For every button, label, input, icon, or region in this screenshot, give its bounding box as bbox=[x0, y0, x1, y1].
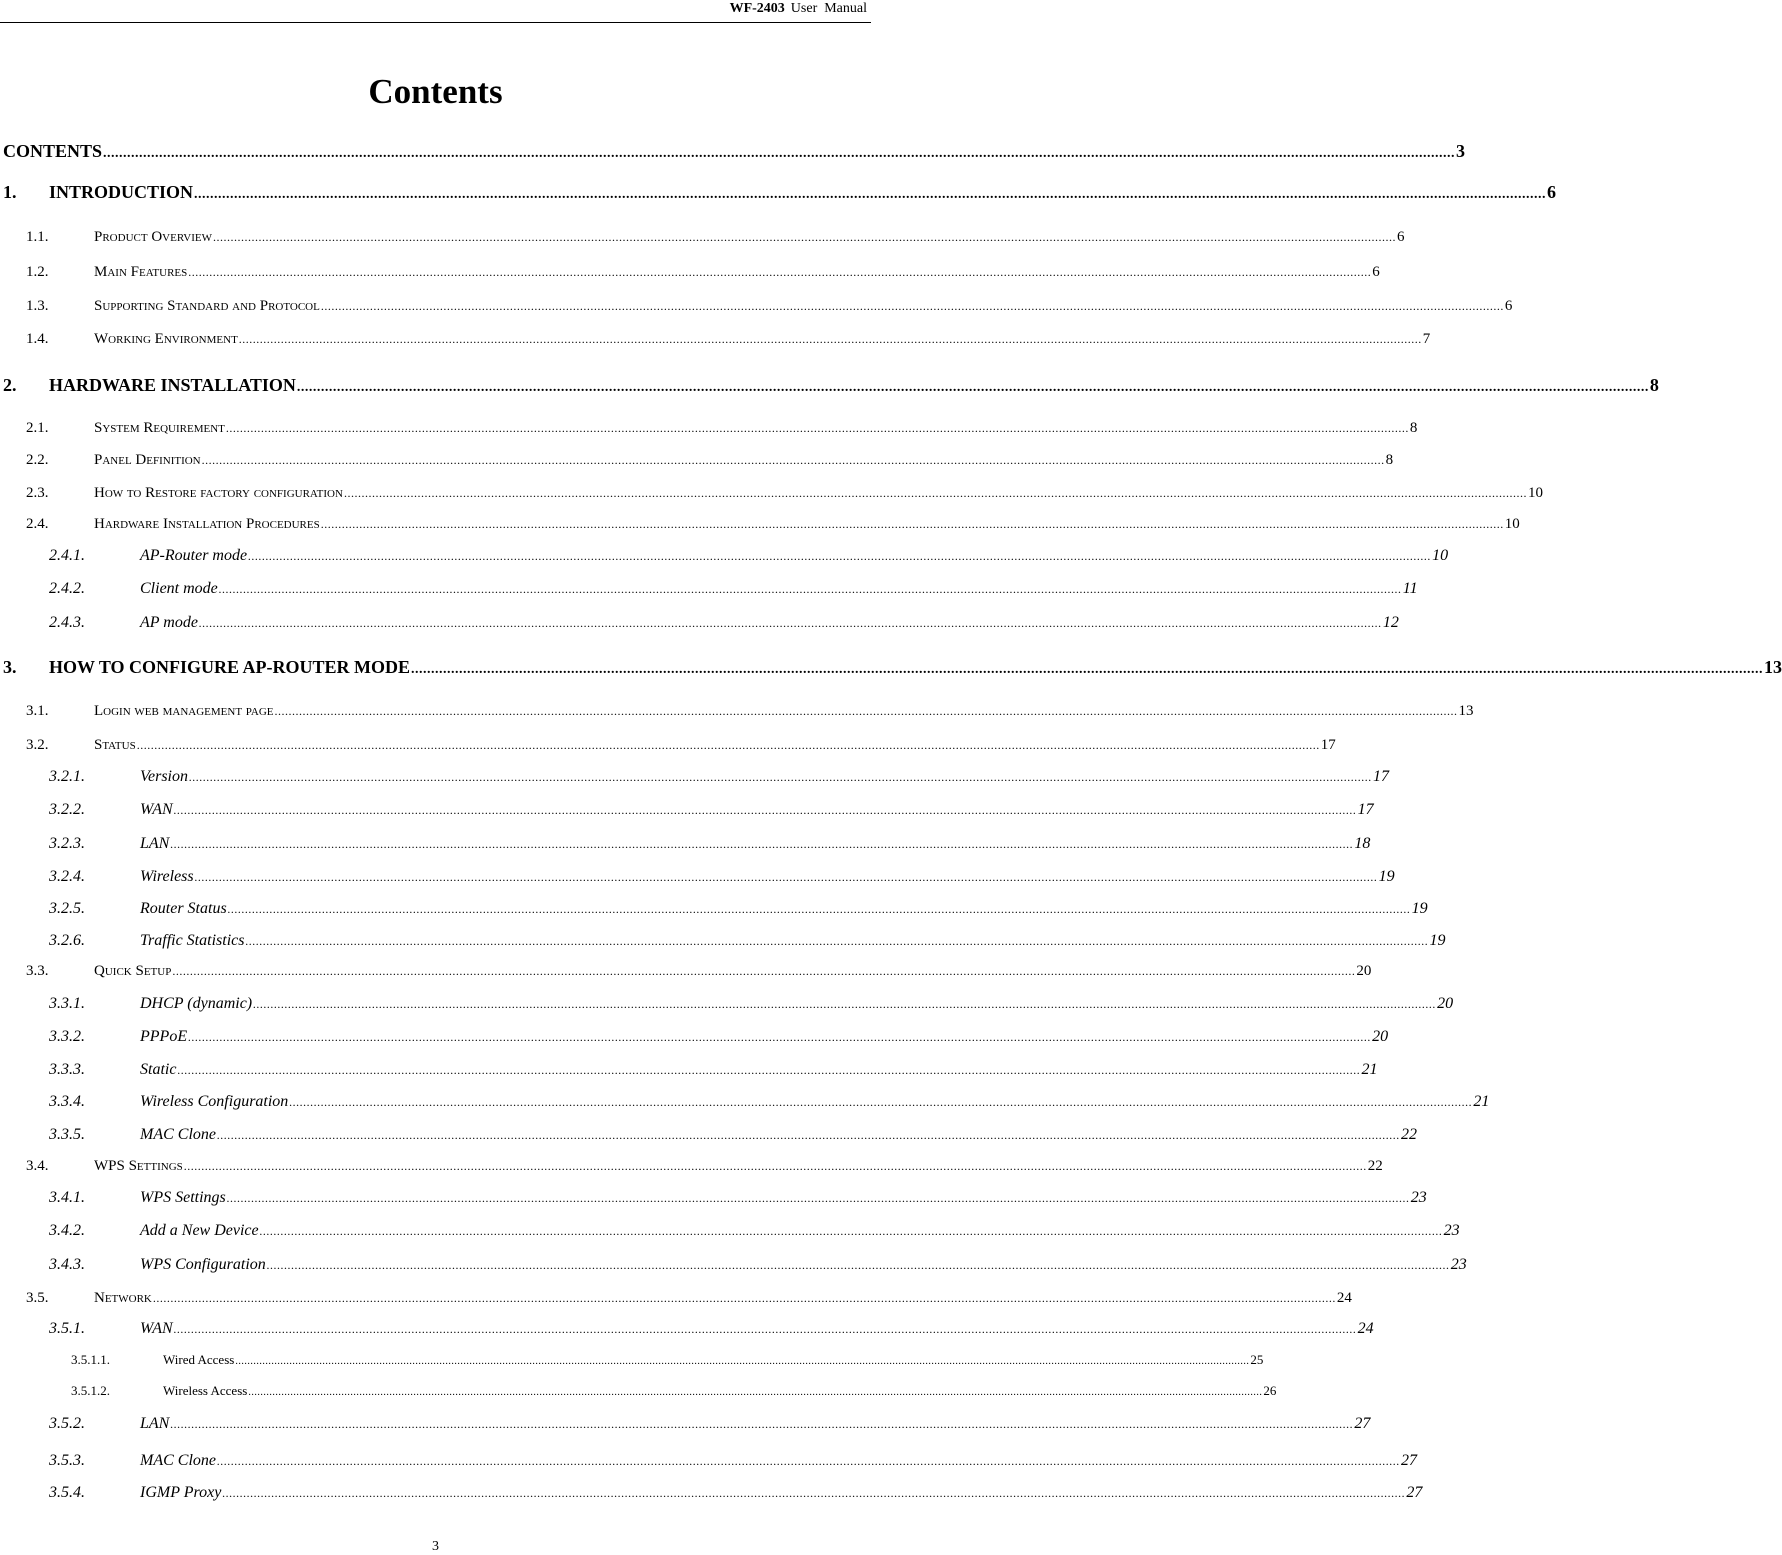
toc-entry-title: Quick Setup bbox=[94, 963, 172, 979]
toc-entry-number: 3.5.1. bbox=[49, 1320, 85, 1337]
toc-entry[interactable] bbox=[0, 1189, 1427, 1211]
toc-entry-number: 3.3.2. bbox=[49, 1028, 85, 1045]
toc-entry-page: 17 bbox=[1320, 737, 1336, 753]
toc-entry-number: 3.3.1. bbox=[49, 995, 85, 1012]
toc-entry-title: Product Overview bbox=[94, 229, 212, 245]
toc-entry-page: 8 bbox=[1649, 375, 1659, 395]
toc-entry-number: 3.2.1. bbox=[49, 768, 85, 785]
toc-entry-number: 3.3.4. bbox=[49, 1093, 85, 1110]
toc-entry-title: System Requirement bbox=[94, 420, 225, 436]
toc-entry[interactable] bbox=[0, 614, 1399, 636]
toc-entry[interactable] bbox=[0, 485, 1543, 507]
toc-entry[interactable] bbox=[0, 516, 1520, 538]
toc-entry[interactable] bbox=[0, 264, 1380, 286]
toc-dot-leader bbox=[217, 1128, 1400, 1143]
toc-entry[interactable] bbox=[0, 835, 1371, 857]
toc-entry-page: 25 bbox=[1250, 1352, 1264, 1367]
toc-entry[interactable] bbox=[0, 868, 1395, 890]
toc-dot-leader bbox=[344, 486, 1527, 501]
toc-entry-page: 24 bbox=[1357, 1320, 1374, 1337]
toc-entry[interactable] bbox=[0, 375, 1659, 397]
toc-dot-leader bbox=[189, 770, 1372, 785]
toc-entry-page: 20 bbox=[1437, 995, 1454, 1012]
toc-entry-title: WPS Settings bbox=[140, 1189, 226, 1206]
toc-entry-title: PPPoE bbox=[140, 1028, 188, 1045]
toc-entry[interactable] bbox=[0, 1415, 1371, 1437]
toc-entry-title: MAC Clone bbox=[140, 1126, 216, 1143]
toc-entry-number: 3.2.2. bbox=[49, 801, 85, 818]
toc-entry-number: 3.5.1.2. bbox=[71, 1383, 110, 1398]
toc-entry[interactable] bbox=[0, 1484, 1423, 1506]
toc-entry-page: 19 bbox=[1411, 900, 1428, 917]
toc-entry[interactable] bbox=[0, 1158, 1383, 1180]
toc-entry-title: LAN bbox=[140, 1415, 170, 1432]
toc-entry-title: Add a New Device bbox=[140, 1222, 259, 1239]
toc-entry[interactable] bbox=[0, 703, 1474, 725]
toc-dot-leader bbox=[248, 1387, 1262, 1398]
toc-entry[interactable] bbox=[0, 331, 1431, 353]
toc-entry-number: 2. bbox=[3, 375, 17, 395]
toc-entry-number: 3.5.1.1. bbox=[71, 1352, 110, 1367]
toc-dot-leader bbox=[217, 1454, 1400, 1469]
toc-entry[interactable] bbox=[0, 1452, 1417, 1474]
toc-dot-leader bbox=[228, 902, 1411, 917]
toc-entry[interactable] bbox=[0, 737, 1336, 759]
toc-entry-page: 6 bbox=[1504, 298, 1513, 314]
toc-dot-leader bbox=[137, 738, 1320, 753]
toc-entry-page: 23 bbox=[1410, 1189, 1427, 1206]
toc-entry-page: 18 bbox=[1354, 835, 1371, 852]
toc-entry-title: Main Features bbox=[94, 264, 188, 280]
page-header bbox=[0, 0, 871, 23]
toc-entry[interactable] bbox=[0, 1126, 1417, 1148]
toc-entry-page: 10 bbox=[1504, 516, 1520, 532]
toc-entry-page: 17 bbox=[1373, 768, 1389, 785]
toc-entry-number: 3.2.3. bbox=[49, 835, 85, 852]
toc-entry-page: 22 bbox=[1401, 1126, 1417, 1143]
toc-dot-leader bbox=[199, 616, 1382, 631]
toc-dot-leader bbox=[172, 964, 1355, 979]
toc-entry-page: 24 bbox=[1336, 1290, 1352, 1306]
toc-entry[interactable] bbox=[0, 1320, 1374, 1342]
toc-entry-page: 13 bbox=[1458, 703, 1474, 719]
toc-entry-number: 3.4.2. bbox=[49, 1222, 85, 1239]
toc-entry-number: 1.4. bbox=[26, 331, 49, 347]
toc-entry-number: 3.2.5. bbox=[49, 900, 85, 917]
toc-entry-page: 8 bbox=[1409, 420, 1418, 436]
toc-entry-page: 6 bbox=[1396, 229, 1405, 245]
toc-entry-number: 3.2.4. bbox=[49, 868, 85, 885]
toc-entry-title: Version bbox=[140, 768, 188, 785]
toc-dot-leader bbox=[411, 662, 1763, 678]
toc-entry-title: DHCP (dynamic) bbox=[140, 995, 253, 1012]
toc-dot-leader bbox=[188, 265, 1371, 280]
toc-entry[interactable] bbox=[0, 900, 1428, 922]
toc-entry-title: Wired Access bbox=[163, 1352, 235, 1367]
toc-entry[interactable] bbox=[0, 995, 1454, 1017]
toc-entry-number: 1.2. bbox=[26, 264, 49, 280]
toc-entry-number: 1.3. bbox=[26, 298, 49, 314]
toc-entry-number: 3.5.2. bbox=[49, 1415, 85, 1432]
toc-entry-page: 10 bbox=[1432, 547, 1449, 564]
toc-dot-leader bbox=[321, 517, 1504, 532]
toc-entry-page: 7 bbox=[1422, 331, 1431, 347]
toc-entry[interactable] bbox=[0, 657, 1782, 679]
toc-dot-leader bbox=[235, 1356, 1249, 1367]
toc-entry-title: WAN bbox=[140, 801, 173, 818]
toc-dot-leader bbox=[245, 934, 1428, 949]
toc-entry-page: 27 bbox=[1406, 1484, 1423, 1501]
toc-entry-number: 3.3. bbox=[26, 963, 49, 979]
toc-entry-title: Client mode bbox=[140, 580, 218, 597]
toc-entry-page: 20 bbox=[1372, 1028, 1389, 1045]
toc-entry-title: IGMP Proxy bbox=[140, 1484, 222, 1501]
toc-entry[interactable] bbox=[0, 547, 1449, 569]
toc-entry-title: Panel Definition bbox=[94, 452, 201, 468]
toc-entry-title: AP mode bbox=[140, 614, 198, 631]
toc-entry[interactable] bbox=[0, 580, 1418, 602]
toc-dot-leader bbox=[188, 1030, 1371, 1045]
toc-entry-title: Traffic Statistics bbox=[140, 932, 245, 949]
toc-entry-page: 22 bbox=[1367, 1158, 1383, 1174]
toc-entry[interactable] bbox=[0, 768, 1389, 790]
toc-entry[interactable] bbox=[0, 1061, 1378, 1083]
toc-dot-leader bbox=[213, 230, 1396, 245]
toc-entry-number: 3.4.1. bbox=[49, 1189, 85, 1206]
toc-entry[interactable] bbox=[0, 298, 1513, 320]
toc-dot-leader bbox=[297, 380, 1649, 396]
toc-entry-number: 2.2. bbox=[26, 452, 49, 468]
toc-dot-leader bbox=[219, 582, 1402, 597]
toc-entry[interactable] bbox=[0, 1383, 1277, 1405]
toc-entry-title: WAN bbox=[140, 1320, 173, 1337]
toc-dot-leader bbox=[170, 1417, 1353, 1432]
toc-entry[interactable] bbox=[0, 963, 1372, 985]
toc-entry-number: 2.4.3. bbox=[49, 614, 85, 631]
toc-entry-page: 23 bbox=[1443, 1222, 1460, 1239]
toc-entry-number: 3.5. bbox=[26, 1290, 49, 1306]
toc-entry-number: 3.5.3. bbox=[49, 1452, 85, 1469]
header-title: User Manual bbox=[790, 1, 867, 16]
toc-entry-title: AP-Router mode bbox=[140, 547, 248, 564]
toc-entry[interactable] bbox=[0, 1256, 1467, 1278]
page-number: 3 bbox=[432, 1539, 439, 1554]
header-text bbox=[730, 1, 867, 17]
toc-entry[interactable] bbox=[0, 1222, 1460, 1244]
toc-entry-title: Supporting Standard and Protocol bbox=[94, 298, 320, 314]
toc-entry-number: 3.4. bbox=[26, 1158, 49, 1174]
toc-entry-number: 2.1. bbox=[26, 420, 49, 436]
toc-entry-number: 2.4.1. bbox=[49, 547, 85, 564]
toc-entry-title: MAC Clone bbox=[140, 1452, 216, 1469]
toc-dot-leader bbox=[267, 1258, 1450, 1273]
toc-entry-title: Status bbox=[94, 737, 136, 753]
toc-entry-title: Wireless bbox=[140, 868, 194, 885]
toc-dot-leader bbox=[194, 187, 1546, 203]
toc-entry-page: 6 bbox=[1547, 182, 1557, 202]
toc-entry-page: 27 bbox=[1401, 1452, 1417, 1469]
toc-entry-number: 2.3. bbox=[26, 485, 49, 501]
toc-entry[interactable] bbox=[0, 229, 1405, 251]
toc-entry-title: Hardware Installation Procedures bbox=[94, 516, 320, 532]
toc-dot-leader bbox=[177, 1063, 1360, 1078]
toc-dot-leader bbox=[153, 1291, 1336, 1306]
toc-dot-leader bbox=[184, 1159, 1367, 1174]
toc-entry-page: 20 bbox=[1356, 963, 1372, 979]
toc-entry[interactable] bbox=[0, 420, 1418, 442]
toc-dot-leader bbox=[289, 1095, 1472, 1110]
toc-entry-title: Static bbox=[140, 1061, 177, 1078]
toc-entry-number: 3. bbox=[3, 657, 17, 677]
toc-dot-leader bbox=[222, 1486, 1405, 1501]
toc-entry-title: CONTENTS bbox=[3, 141, 103, 161]
toc-entry[interactable] bbox=[0, 1093, 1490, 1115]
toc-entry-page: 11 bbox=[1402, 580, 1418, 597]
toc-entry-page: 17 bbox=[1357, 801, 1374, 818]
toc-entry-number: 3.2.6. bbox=[49, 932, 85, 949]
toc-dot-leader bbox=[174, 803, 1357, 818]
toc-entry[interactable] bbox=[0, 1290, 1352, 1312]
toc-entry-title: INTRODUCTION bbox=[49, 182, 194, 202]
toc-entry-page: 3 bbox=[1456, 141, 1466, 161]
toc-entry-page: 19 bbox=[1429, 932, 1446, 949]
toc-entry-number: 3.3.5. bbox=[49, 1126, 85, 1143]
toc-dot-leader bbox=[170, 837, 1353, 852]
toc-entry-title: How to Restore factory configuration bbox=[94, 485, 343, 501]
toc-entry-page: 26 bbox=[1263, 1383, 1277, 1398]
toc-dot-leader bbox=[260, 1224, 1443, 1239]
toc-entry-page: 21 bbox=[1361, 1061, 1378, 1078]
toc-dot-leader bbox=[227, 1191, 1410, 1206]
toc-entry-title: Network bbox=[94, 1290, 152, 1306]
toc-entry-page: 10 bbox=[1527, 485, 1543, 501]
toc-entry-number: 3.2. bbox=[26, 737, 49, 753]
toc-dot-leader bbox=[253, 997, 1436, 1012]
toc-entry-number: 3.1. bbox=[26, 703, 49, 719]
toc-entry-page: 12 bbox=[1382, 614, 1399, 631]
toc-entry-title: HOW TO CONFIGURE AP-ROUTER MODE bbox=[49, 657, 411, 677]
page-title: Contents bbox=[368, 72, 503, 111]
toc-dot-leader bbox=[195, 870, 1378, 885]
toc-entry[interactable] bbox=[0, 801, 1374, 823]
toc-entry-title: Wireless Configuration bbox=[140, 1093, 289, 1110]
toc-entry-number: 3.3.3. bbox=[49, 1061, 85, 1078]
toc-entry[interactable] bbox=[0, 141, 1466, 163]
toc-entry[interactable] bbox=[0, 1352, 1264, 1374]
toc-entry-title: Wireless Access bbox=[163, 1383, 248, 1398]
toc-entry-title: WPS Configuration bbox=[140, 1256, 266, 1273]
toc-entry[interactable] bbox=[0, 452, 1394, 474]
toc-entry-number: 2.4.2. bbox=[49, 580, 85, 597]
toc-dot-leader bbox=[321, 299, 1504, 314]
toc-entry-page: 19 bbox=[1378, 868, 1395, 885]
toc-entry-page: 13 bbox=[1764, 657, 1782, 677]
toc-entry-number: 1. bbox=[3, 182, 17, 202]
toc-entry-title: WPS Settings bbox=[94, 1158, 183, 1174]
toc-entry-page: 23 bbox=[1450, 1256, 1467, 1273]
toc-dot-leader bbox=[239, 332, 1422, 347]
toc-entry-number: 1.1. bbox=[26, 229, 49, 245]
toc-dot-leader bbox=[226, 421, 1409, 436]
toc-dot-leader bbox=[248, 549, 1431, 564]
toc-entry-page: 21 bbox=[1473, 1093, 1490, 1110]
toc-dot-leader bbox=[174, 1322, 1357, 1337]
toc-entry-title: Router Status bbox=[140, 900, 227, 917]
toc-entry-number: 3.4.3. bbox=[49, 1256, 85, 1273]
toc-dot-leader bbox=[202, 453, 1385, 468]
toc-entry-page: 27 bbox=[1354, 1415, 1371, 1432]
toc-entry[interactable] bbox=[0, 182, 1557, 204]
toc-entry[interactable] bbox=[0, 1028, 1389, 1050]
toc-entry[interactable] bbox=[0, 932, 1446, 954]
header-model: WF-2403 bbox=[729, 1, 785, 16]
toc-entry-page: 6 bbox=[1372, 264, 1380, 280]
toc-entry-number: 2.4. bbox=[26, 516, 49, 532]
toc-entry-title: Login web management page bbox=[94, 703, 274, 719]
toc-dot-leader bbox=[275, 704, 1458, 719]
toc-entry-title: Working Environment bbox=[94, 331, 238, 347]
toc-entry-number: 3.5.4. bbox=[49, 1484, 85, 1501]
toc-entry-title: LAN bbox=[140, 835, 170, 852]
toc-dot-leader bbox=[103, 146, 1455, 162]
toc-entry-title: HARDWARE INSTALLATION bbox=[49, 375, 296, 395]
toc-entry-page: 8 bbox=[1385, 452, 1394, 468]
